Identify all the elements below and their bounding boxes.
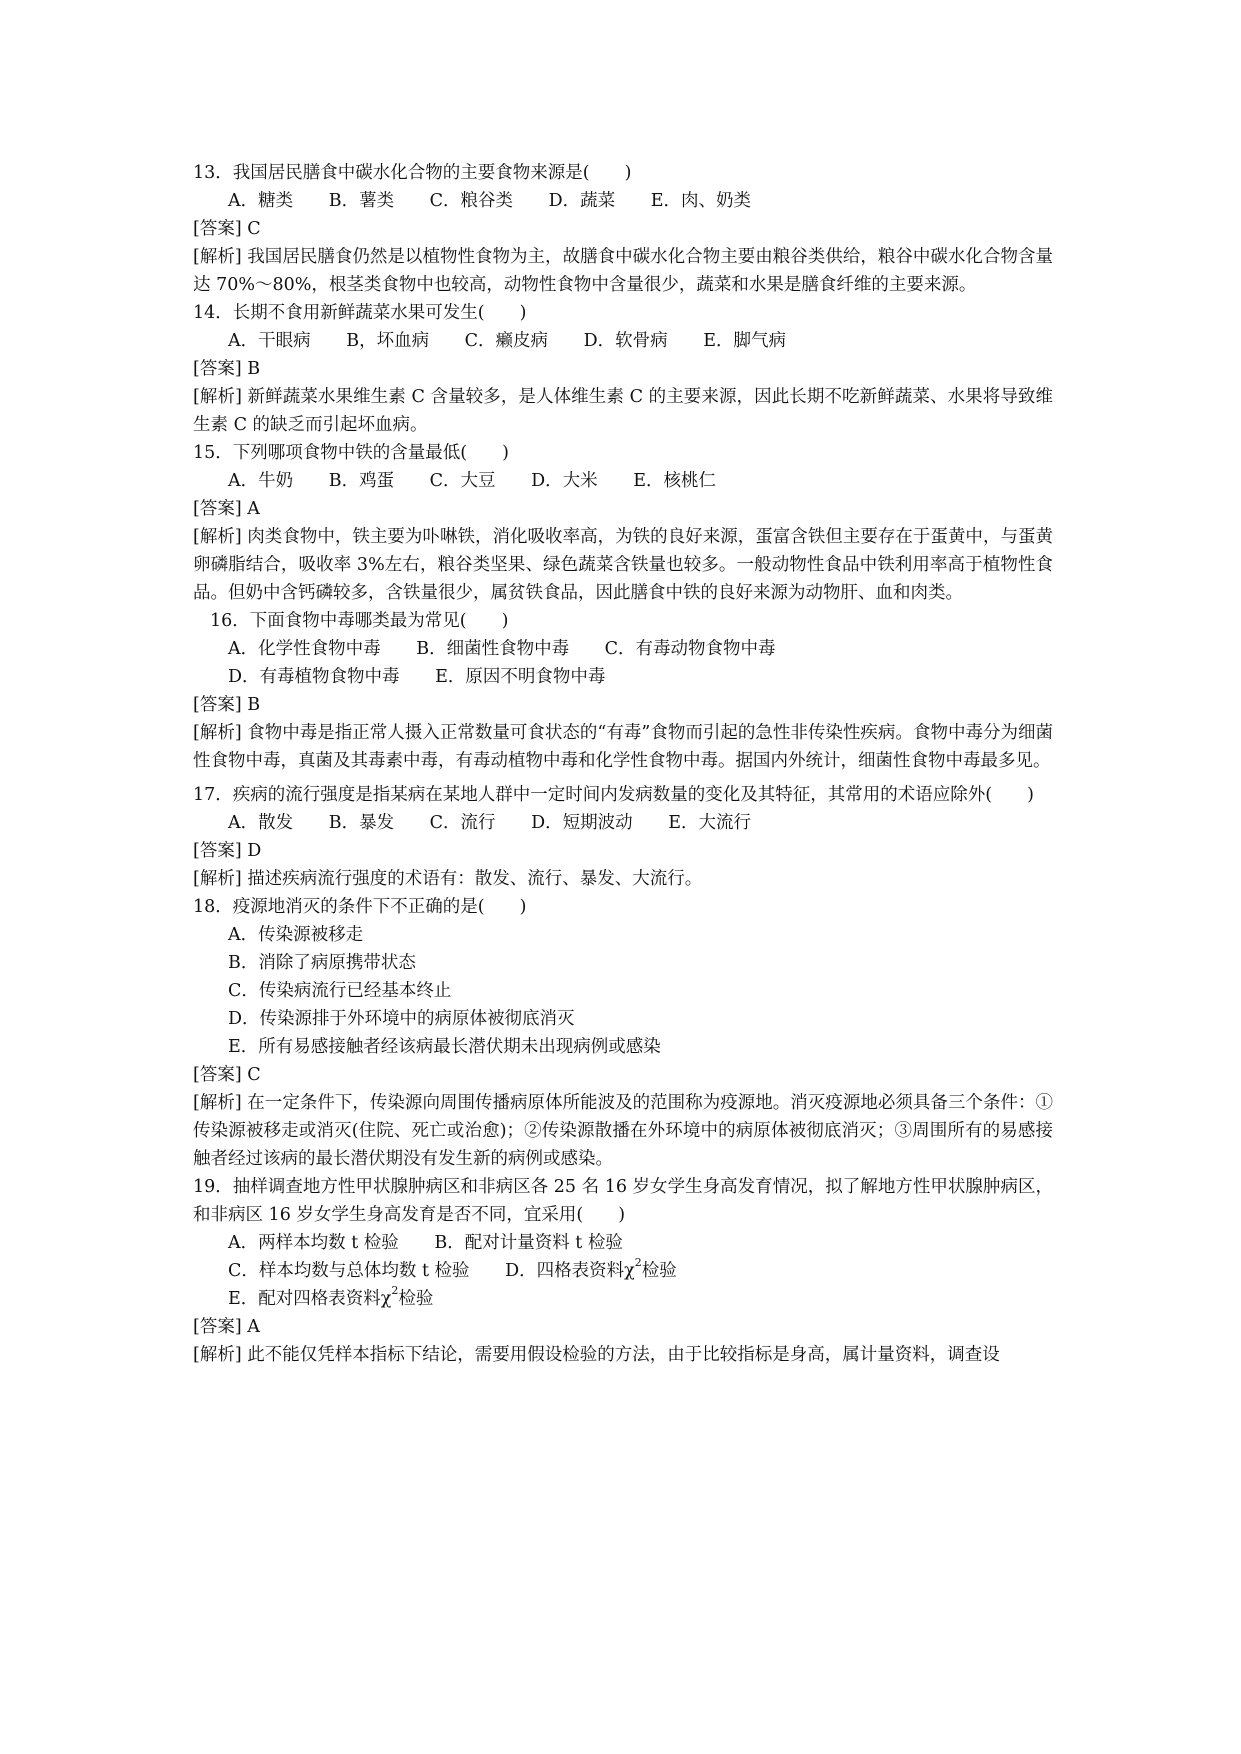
option-e: E．核桃仁 (633, 471, 717, 491)
question-19-analysis: [解析] 此不能仅凭样本指标下结论，需要用假设检验的方法，由于比较指标是身高，属计量资料，调查设 (193, 1345, 1000, 1365)
option-a: A．干眼病 (228, 331, 311, 351)
option-a: A．散发 (228, 813, 294, 833)
question-17-analysis: [解析] 描述疾病流行强度的术语有：散发、流行、暴发、大流行。 (193, 869, 703, 889)
option-d: D．传染源排于外环境中的病原体被彻底消灭 (228, 1009, 575, 1029)
option-b: B．鸡蛋 (328, 471, 395, 491)
question-19-options-row2 (193, 1257, 1053, 1285)
option-d: D．短期波动 (531, 813, 633, 833)
question-15-analysis: [解析] 肉类食物中，铁主要为卟啉铁，消化吸收率高，为铁的良好来源，蛋富含铁但主要存在于蛋黄中，与蛋黄卵磷脂结合，吸收率 3%左右，粮谷类坚果、绿色蔬菜含铁量也较多。一般动物性食品中铁利用率高于植物性食品。但奶中含钙磷较多，含铁量很少，属贫铁食品，因此膳食中铁的良好来源为动物肝、血和肉类。 (193, 527, 1053, 603)
question-13-answer: [答案] C (193, 219, 261, 239)
option-a: A．化学性食物中毒 (228, 639, 381, 659)
question-17-options (193, 809, 1053, 837)
option-e-text: E．配对四格表资料χ (228, 1289, 392, 1309)
option-a: A．糖类 (228, 191, 294, 211)
question-16-answer: [答案] B (193, 695, 261, 715)
option-a: A．传染源被移走 (228, 925, 364, 945)
question-13-analysis: [解析] 我国居民膳食仍然是以植物性食物为主，故膳食中碳水化合物主要由粮谷类供给，粮谷中碳水化合物含量达 70%～80%，根茎类食物中也较高，动物性食物中含量很少，蔬菜和水果是膳食纤维的主要来源。 (193, 247, 1053, 295)
question-19-options-row3 (193, 1285, 1053, 1313)
option-b: B，坏血病 (346, 331, 430, 351)
question-14-stem: 14．长期不食用新鲜蔬菜水果可发生( ) (193, 303, 527, 323)
option-c: C．大豆 (429, 471, 496, 491)
question-14-answer: [答案] B (193, 359, 261, 379)
question-17-answer: [答案] D (193, 841, 262, 861)
option-d (505, 1257, 677, 1285)
option-c: C．癞皮病 (464, 331, 549, 351)
superscript-two: 2 (391, 1284, 399, 1298)
question-16-stem: 16．下面食物中毒哪类最为常见( ) (210, 611, 509, 631)
option-c: C．流行 (429, 813, 496, 833)
question-15-stem: 15．下列哪项食物中铁的含量最低( ) (193, 443, 509, 463)
question-14-options (193, 327, 1053, 355)
question-19-stem: 19．抽样调查地方性甲状腺肿病区和非病区各 25 名 16 岁女学生身高发育情况，拟了解地方性甲状腺肿病区，和非病区 16 岁女学生身高发育是否不同，宜采用( ) (193, 1177, 1053, 1225)
option-d: D．蔬菜 (548, 191, 616, 211)
question-16-analysis: [解析] 食物中毒是指正常人摄入正常数量可食状态的“有毒”食物而引起的急性非传染性疾病。食物中毒分为细菌性食物中毒，真菌及其毒素中毒，有毒动植物中毒和化学性食物中毒。据国内外统计，细菌性食物中毒最多见。 (193, 723, 1053, 771)
question-13-options (193, 187, 1053, 215)
option-d: D．软骨病 (583, 331, 668, 351)
option-d-text: D．四格表资料χ (505, 1261, 635, 1281)
option-a: A．牛奶 (228, 471, 294, 491)
question-16-options-row2 (193, 663, 1053, 691)
document-page (193, 159, 1053, 1369)
option-b: B．暴发 (328, 813, 395, 833)
question-14-analysis: [解析] 新鲜蔬菜水果维生素 C 含量较多，是人体维生素 C 的主要来源，因此长期不吃新鲜蔬菜、水果将导致维生素 C 的缺乏而引起坏血病。 (193, 387, 1053, 435)
option-d: D．有毒植物食物中毒 (228, 667, 400, 687)
option-c: C．传染病流行已经基本终止 (228, 981, 452, 1001)
option-e: E．肉、奶类 (650, 191, 752, 211)
option-c: C．样本均数与总体均数 t 检验 (228, 1261, 470, 1281)
option-e-suffix: 检验 (398, 1289, 434, 1309)
question-13-stem: 13．我国居民膳食中碳水化合物的主要食物来源是( ) (193, 163, 632, 183)
question-18-analysis: [解析] 在一定条件下，传染源向周围传播病原体所能波及的范围称为疫源地。消灭疫源地必须具备三个条件：①传染源被移走或消灭(住院、死亡或治愈)；②传染源散播在外环境中的病原体被彻底消灭；③周围所有的易感接触者经过该病的最长潜伏期没有发生新的病例或感染。 (193, 1093, 1053, 1169)
question-17-stem: 17．疾病的流行强度是指某病在某地人群中一定时间内发病数量的变化及其特征，其常用的术语应除外( ) (193, 785, 1034, 805)
option-b: B．细菌性食物中毒 (416, 639, 570, 659)
superscript-two: 2 (634, 1256, 642, 1270)
option-e: E．脚气病 (703, 331, 787, 351)
question-19-answer: [答案] A (193, 1317, 260, 1337)
option-e: E．所有易感接触者经该病最长潜伏期未出现病例或感染 (228, 1037, 661, 1057)
option-e: E．原因不明食物中毒 (435, 667, 606, 687)
question-18-answer: [答案] C (193, 1065, 261, 1085)
option-a: A．两样本均数 t 检验 (228, 1233, 399, 1253)
question-18-stem: 18．疫源地消灭的条件下不正确的是( ) (193, 897, 527, 917)
option-e (228, 1285, 433, 1313)
option-b: B．消除了病原携带状态 (228, 953, 416, 973)
option-d: D．大米 (531, 471, 598, 491)
option-e: E．大流行 (668, 813, 752, 833)
question-15-answer: [答案] A (193, 499, 260, 519)
option-c: C．有毒动物食物中毒 (604, 639, 776, 659)
option-b: B．薯类 (328, 191, 395, 211)
question-16-options-row1 (193, 635, 1053, 663)
option-b: B．配对计量资料 t 检验 (434, 1233, 623, 1253)
option-d-suffix: 检验 (641, 1261, 677, 1281)
question-19-options-row1 (193, 1229, 1053, 1257)
option-c: C．粮谷类 (429, 191, 514, 211)
question-15-options (193, 467, 1053, 495)
